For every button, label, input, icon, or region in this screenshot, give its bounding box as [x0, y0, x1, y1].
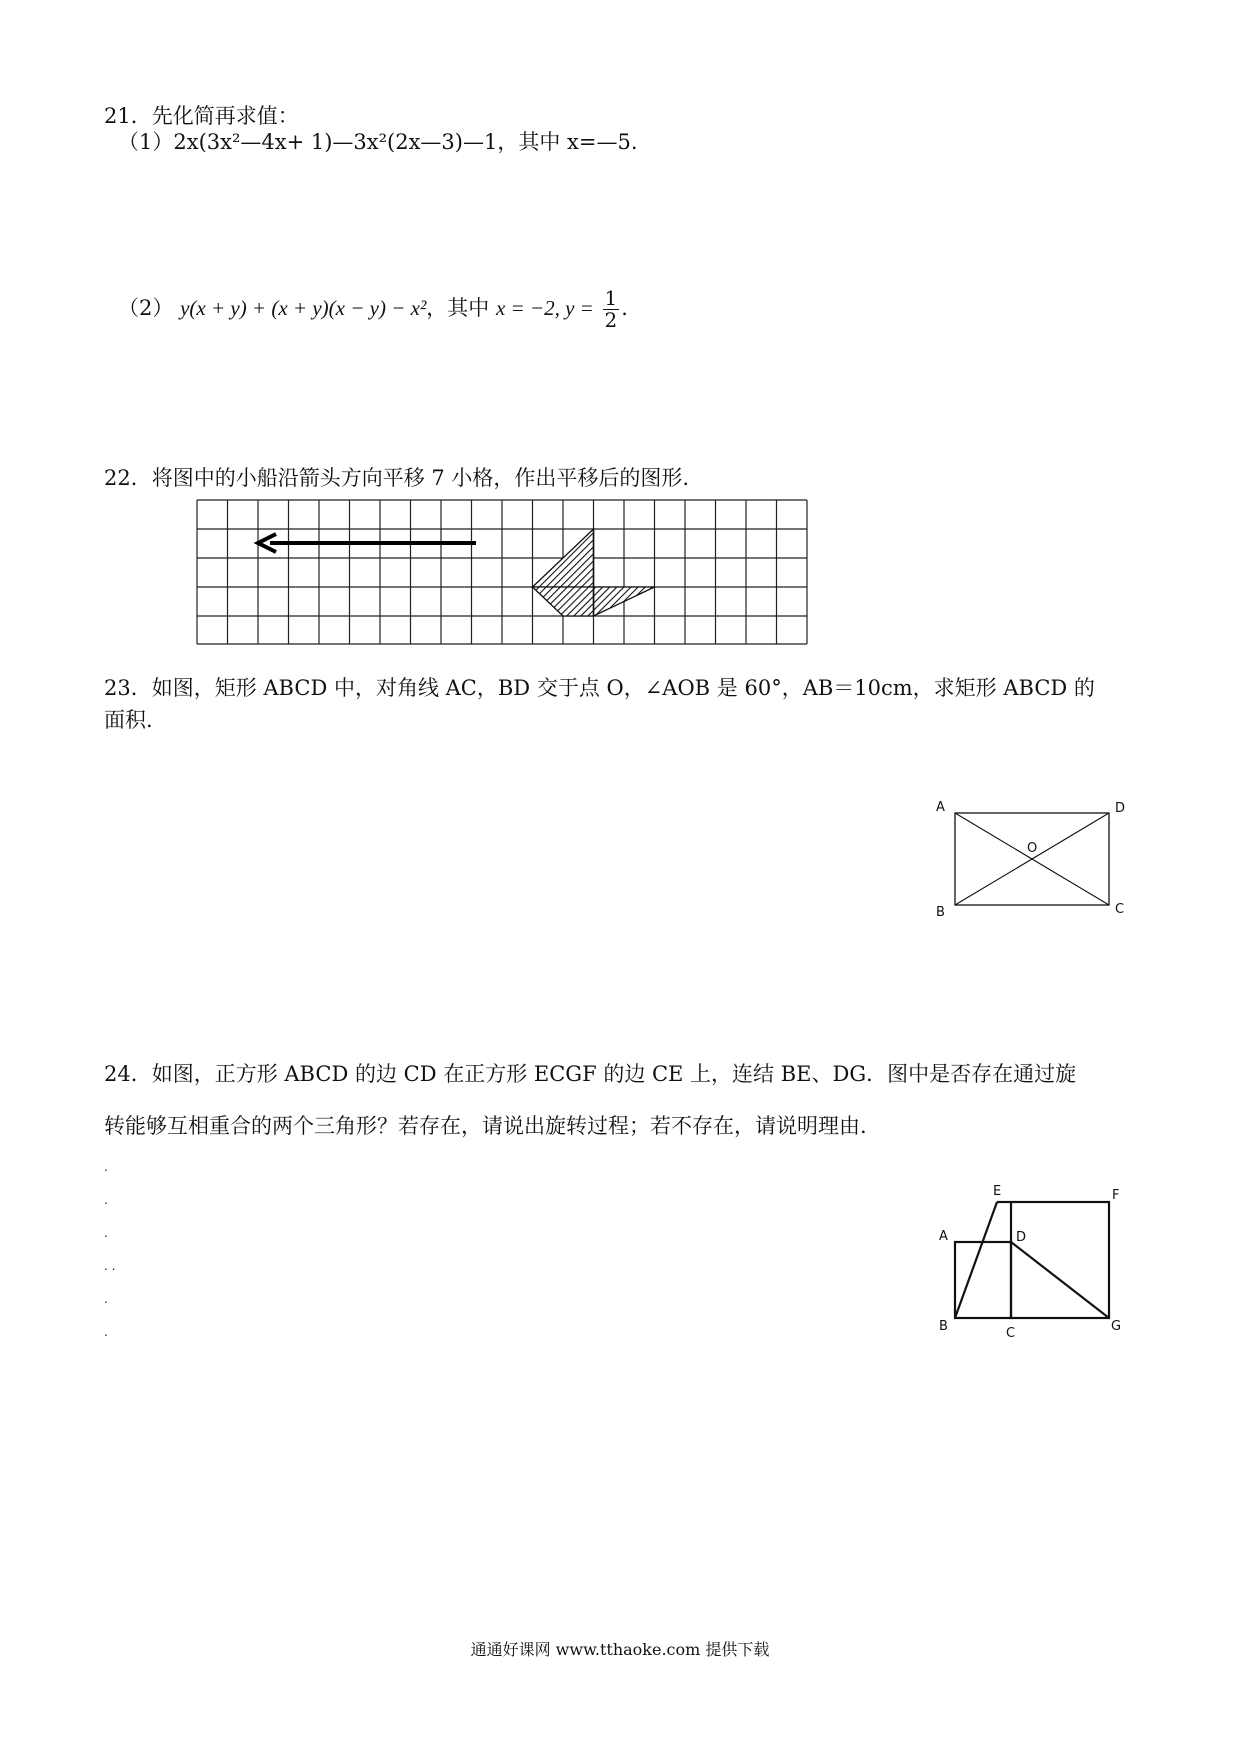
dot-mark: . [104, 1292, 108, 1306]
q21-part2-end: . [621, 296, 628, 320]
label-o: O [1027, 841, 1038, 856]
dot-mark: . [104, 1325, 108, 1339]
q21-part2-where: ，其中 [426, 296, 490, 320]
label-b: B [939, 1319, 948, 1334]
fraction-numerator: 1 [604, 286, 618, 310]
dot-mark: . . [104, 1259, 116, 1273]
rectangle-figure [928, 796, 1128, 922]
q21-part1: （1）2x(3x²—4x+ 1)—3x²(2x—3)—1，其中 x=—5. [118, 130, 638, 154]
fraction-one-half [603, 288, 620, 331]
square-abcd [955, 1242, 1011, 1318]
dot-mark: . [104, 1193, 108, 1207]
hatched-boat [533, 529, 655, 616]
fraction-denominator: 2 [604, 308, 618, 332]
q21-part2-expression: y(x + y) + (x + y)(x − y) − x² [180, 296, 427, 320]
grid-lines [197, 500, 807, 644]
label-e: E [993, 1184, 1002, 1199]
segment-dg [1011, 1242, 1109, 1318]
q21-part2 [118, 288, 628, 331]
segment-be [955, 1202, 997, 1318]
label-d: D [1016, 1230, 1027, 1245]
label-g: G [1111, 1319, 1122, 1334]
q21-part2-prefix: （2） [118, 296, 174, 320]
dot-mark: . [104, 1226, 108, 1240]
q22-text: 22．将图中的小船沿箭头方向平移 7 小格，作出平移后的图形. [104, 466, 690, 490]
label-d: D [1115, 801, 1126, 816]
squares-figure [928, 1180, 1128, 1340]
q21-title: 21．先化简再求值： [104, 104, 299, 128]
q24-line1: 24．如图，正方形 ABCD 的边 CD 在正方形 ECGF 的边 CE 上，连结 BE、DG．图中是否存在通过旋 [104, 1062, 1077, 1086]
q24-line2: 转能够互相重合的两个三角形？若存在，请说出旋转过程；若不存在，请说明理由. [104, 1114, 867, 1138]
label-f: F [1112, 1188, 1120, 1203]
q23-line2: 面积. [104, 708, 153, 732]
label-b: B [936, 905, 945, 920]
grid-figure [196, 498, 810, 646]
label-a: A [939, 1229, 948, 1244]
square-ecgf [1011, 1202, 1109, 1318]
label-c: C [1115, 902, 1125, 917]
label-a: A [936, 800, 945, 815]
dot-mark: . [104, 1160, 108, 1174]
q23-line1: 23．如图，矩形 ABCD 中，对角线 AC，BD 交于点 O，∠AOB 是 60°，AB＝10cm，求矩形 ABCD 的 [104, 676, 1095, 700]
q21-part2-condition: x = −2, y = [495, 296, 594, 320]
direction-arrow [258, 534, 476, 552]
page-footer: 通通好课网 www.tthaoke.com 提供下载 [470, 1640, 770, 1659]
label-c: C [1006, 1326, 1016, 1340]
